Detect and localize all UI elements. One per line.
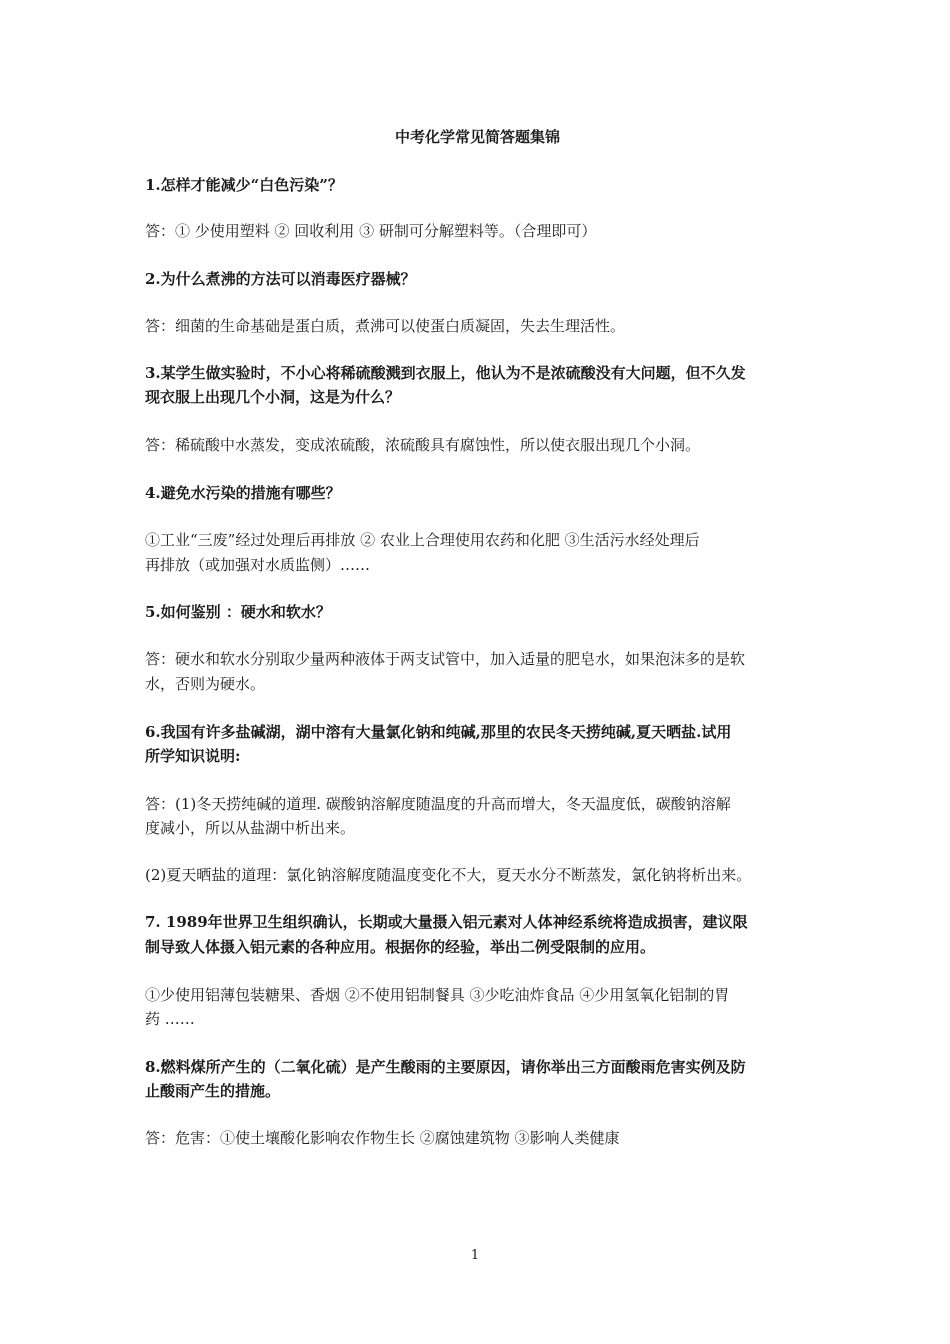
answer-7-line-2: 药 ……	[145, 1010, 195, 1028]
question-5-line-1: 5.如何鉴别 ：硬水和软水？	[145, 603, 331, 621]
answer-6-line-3: (2)夏天晒盐的道理：氯化钠溶解度随温度变化不大，夏天水分不断蒸发，氯化钠将析出来。	[145, 866, 752, 884]
answer-7-line-1: ①少使用铝薄包装糖果、香烟 ②不使用铝制餐具 ③少吃油炸食品 ④少用氢氧化铝制的胃	[145, 986, 730, 1004]
question-7-line-1: 7. 1989年世界卫生组织确认，长期或大量摄入铝元素对人体神经系统将造成损害，建议限	[145, 913, 748, 931]
answer-8-line-1: 答：危害：①使土壤酸化影响农作物生长 ②腐蚀建筑物 ③影响人类健康	[145, 1129, 620, 1147]
document-title: 中考化学常见简答题集锦	[394, 128, 560, 146]
question-6-line-2: 所学知识说明:	[145, 747, 241, 765]
answer-1-line-1: 答：① 少使用塑料 ② 回收利用 ③ 研制可分解塑料等。（合理即可）	[145, 222, 597, 240]
page-number: 1	[470, 1248, 480, 1263]
question-3-line-1: 3.某学生做实验时，不小心将稀硫酸溅到衣服上，他认为不是浓硫酸没有大问题，但不久发	[145, 364, 746, 382]
question-1-line-1: 1.怎样才能减少“白色污染”？	[145, 176, 343, 194]
question-7-line-2: 制导致人体摄入铝元素的各种应用。根据你的经验，举出二例受限制的应用。	[145, 938, 656, 956]
answer-4-line-2: 再排放（或加强对水质监侧）……	[145, 556, 371, 574]
answer-6-line-1: 答：(1)冬天捞纯碱的道理. 碳酸钠溶解度随温度的升高而增大，冬天温度低，碳酸钠溶解	[145, 795, 731, 813]
answer-6-line-2: 度减小，所以从盐湖中析出来。	[145, 819, 356, 837]
answer-2-line-1: 答：细菌的生命基础是蛋白质，煮沸可以使蛋白质凝固，失去生理活性。	[145, 317, 626, 335]
question-3-line-2: 现衣服上出现几个小洞，这是为什么？	[145, 388, 401, 406]
answer-3-line-1: 答：稀硫酸中水蒸发，变成浓硫酸，浓硫酸具有腐蚀性，所以使衣服出现几个小洞。	[145, 436, 701, 454]
answer-5-line-2: 水，否则为硬水。	[145, 675, 266, 693]
answer-4-line-1: ①工业“三废”经过处理后再排放 ② 农业上合理使用农药和化肥 ③生活污水经处理后	[145, 531, 700, 549]
question-6-line-1: 6.我国有许多盐碱湖，湖中溶有大量氯化钠和纯碱,那里的农民冬天捞纯碱,夏天晒盐.试用	[145, 723, 732, 741]
question-2-line-1: 2.为什么煮沸的方法可以消毒医疗器械？	[145, 270, 416, 288]
question-8-line-2: 止酸雨产生的措施。	[145, 1082, 281, 1100]
question-4-line-1: 4.避免水污染的措施有哪些？	[145, 484, 341, 502]
answer-5-line-1: 答：硬水和软水分别取少量两种液体于两支试管中，加入适量的肥皂水，如果泡沫多的是软	[145, 650, 746, 668]
question-8-line-1: 8.燃料煤所产生的（二氧化硫）是产生酸雨的主要原因，请你举出三方面酸雨危害实例及防	[145, 1058, 746, 1076]
